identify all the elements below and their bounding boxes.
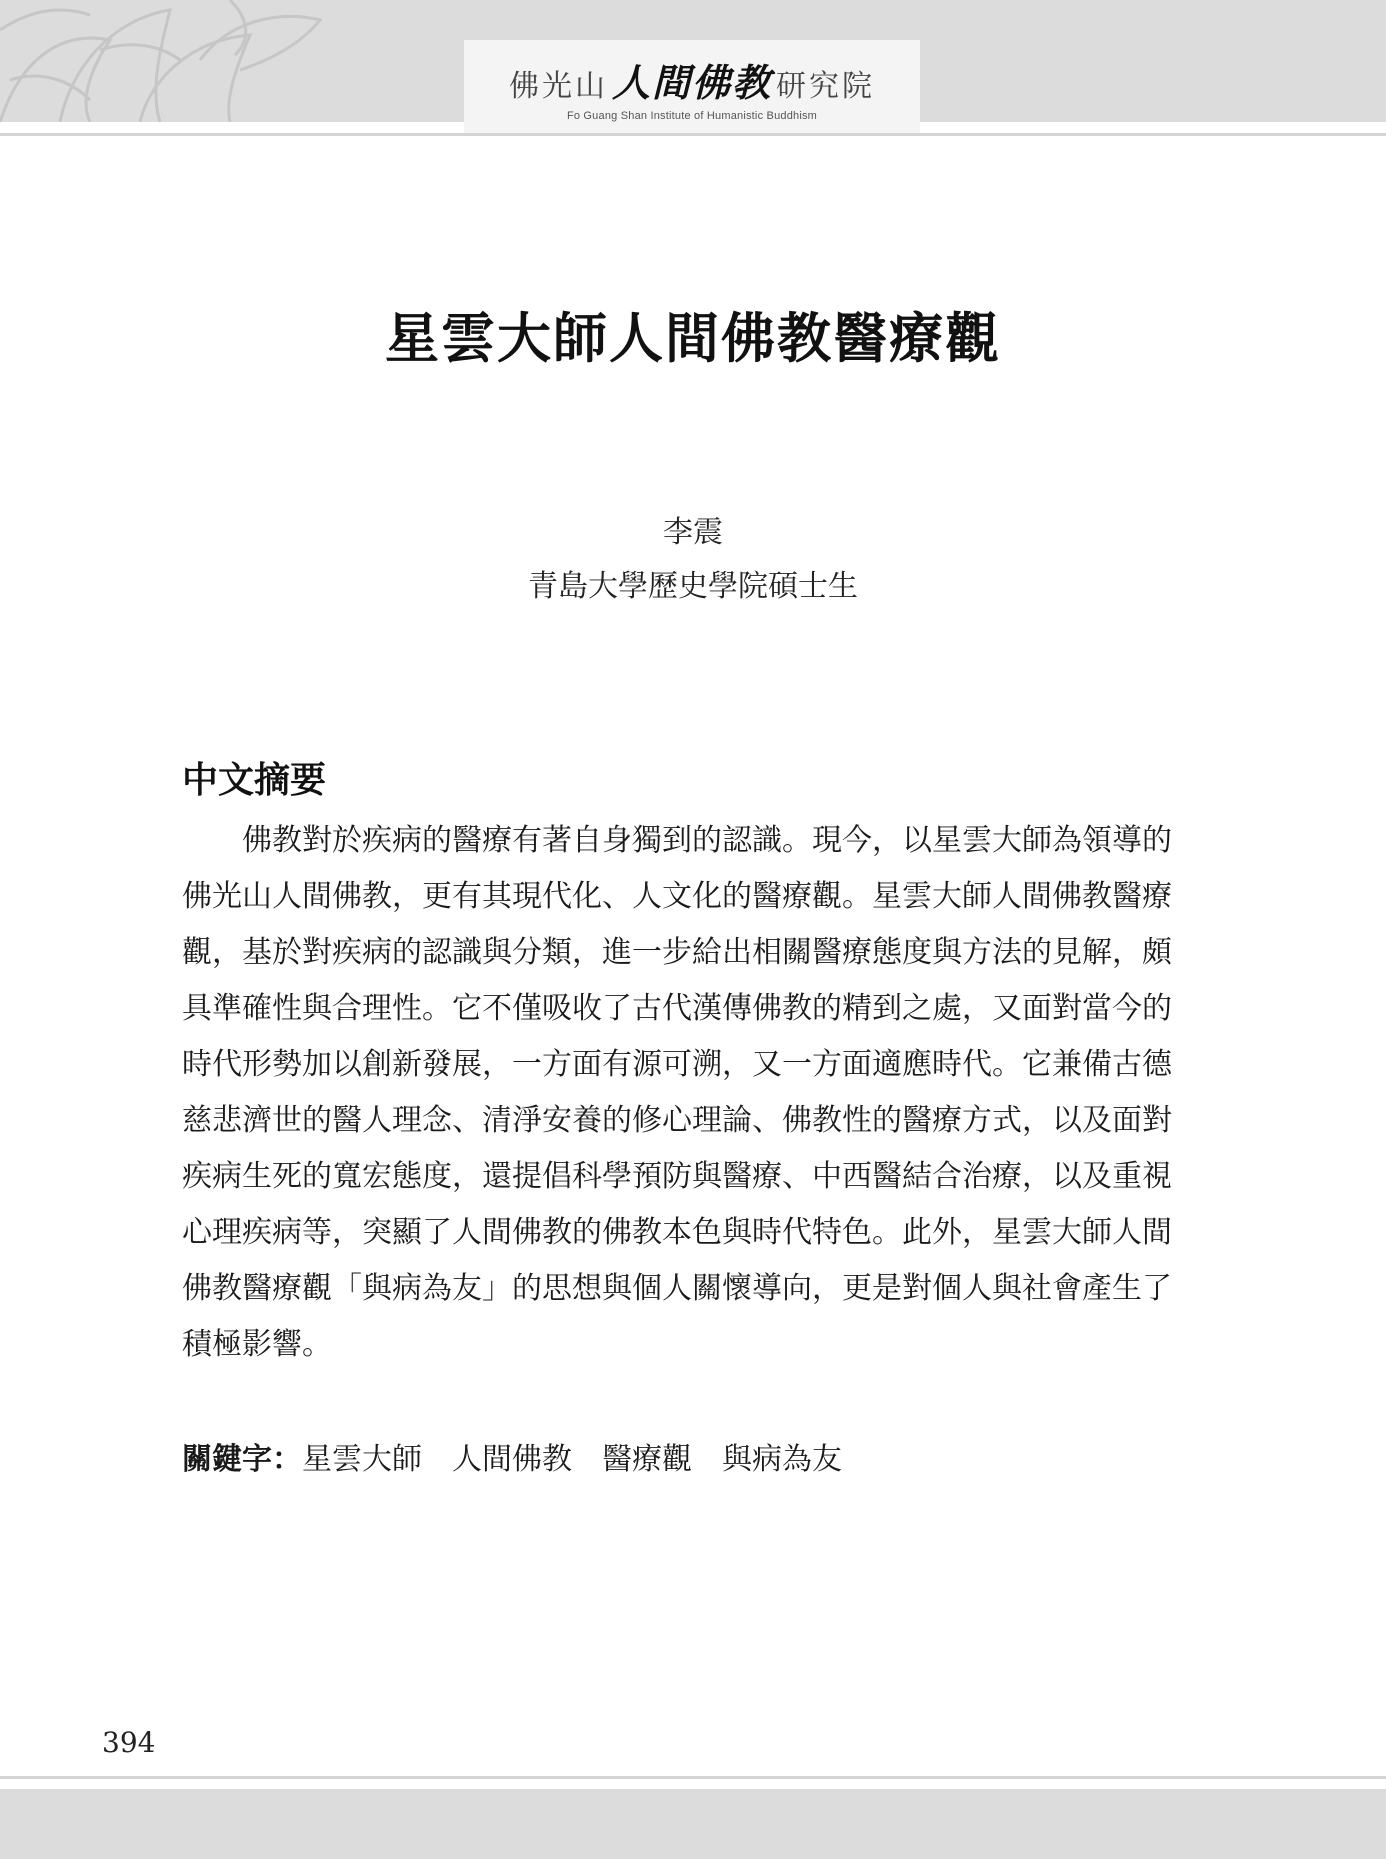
footer-divider — [0, 1776, 1386, 1779]
keyword: 與病為友 — [722, 1442, 842, 1477]
abstract-line: 佛教對於疾病的醫療有著自身獨到的認識。現今，以星雲大師為領導的 — [182, 823, 1172, 858]
logo-right-text: 研究院 — [776, 69, 875, 104]
logo-english-text: Fo Guang Shan Institute of Humanistic Buddhism — [566, 110, 818, 122]
keyword: 醫療觀 — [602, 1442, 692, 1477]
paper-title: 星雲大師人間佛教醫療觀 — [385, 306, 1001, 370]
author-name: 李震 — [663, 515, 723, 550]
abstract-line: 慈悲濟世的醫人理念、清淨安養的修心理論、佛教性的醫療方式，以及面對 — [182, 1103, 1172, 1138]
logo-left-text: 佛光山 — [508, 69, 608, 104]
header-band — [0, 0, 1386, 122]
keyword: 人間佛教 — [452, 1442, 572, 1477]
lotus-ornament-icon — [0, 0, 380, 122]
institute-logo — [464, 40, 920, 133]
abstract-body — [182, 813, 1208, 1373]
page-number: 394 — [102, 1726, 156, 1759]
author-affiliation: 青島大學歷史學院碩士生 — [528, 569, 858, 604]
abstract-line: 觀，基於對疾病的認識與分類，進一步給出相關醫療態度與方法的見解，頗 — [182, 935, 1172, 970]
abstract-line: 心理疾病等，突顯了人間佛教的佛教本色與時代特色。此外，星雲大師人間 — [182, 1215, 1172, 1250]
keywords — [182, 1434, 872, 1478]
abstract-line: 佛教醫療觀「與病為友」的思想與個人關懷導向，更是對個人與社會產生了 — [182, 1271, 1172, 1306]
abstract-heading: 中文摘要 — [182, 759, 327, 801]
footer-band — [0, 1789, 1386, 1859]
logo-script-text: 人間佛教 — [611, 60, 772, 105]
abstract-line: 具準確性與合理性。它不僅吸收了古代漢傳佛教的精到之處，又面對當今的 — [182, 991, 1172, 1026]
abstract-line: 疾病生死的寬宏態度，還提倡科學預防與醫療、中西醫結合治療，以及重視 — [182, 1159, 1172, 1194]
keyword: 星雲大師 — [302, 1442, 422, 1477]
header-divider — [0, 133, 1386, 136]
keywords-label: 關鍵字： — [182, 1442, 302, 1477]
abstract-line: 積極影響。 — [182, 1327, 332, 1362]
abstract-line: 時代形勢加以創新發展，一方面有源可溯，又一方面適應時代。它兼備古德 — [182, 1047, 1172, 1082]
abstract-line: 佛光山人間佛教，更有其現代化、人文化的醫療觀。星雲大師人間佛教醫療 — [182, 879, 1172, 914]
